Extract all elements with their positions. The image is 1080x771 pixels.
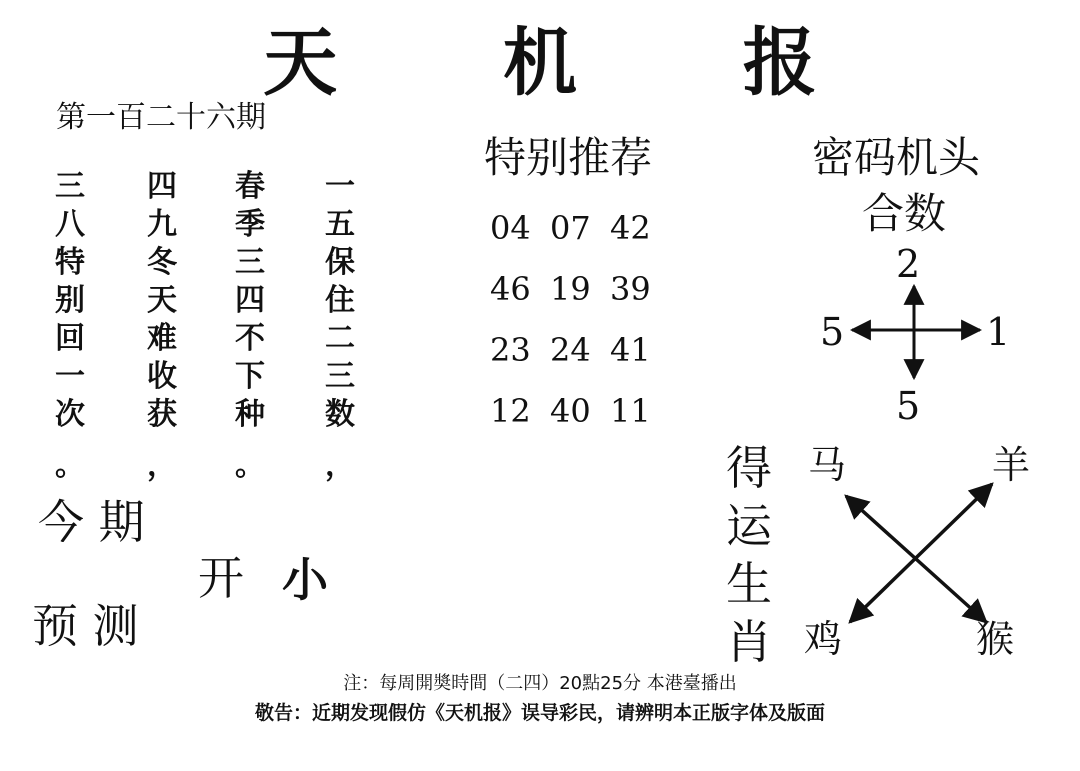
- poem-char: 数: [325, 397, 355, 432]
- poem-char: 季: [235, 207, 265, 242]
- poem-char: 三: [235, 245, 265, 280]
- prediction-label-bottom: 预 测: [32, 599, 139, 653]
- poem-punct: ，: [147, 448, 177, 483]
- number-cell: 12: [490, 391, 531, 430]
- zodiac-top-right: 羊: [992, 443, 1031, 487]
- poem-punct: ，: [325, 448, 355, 483]
- zodiac-label-char: 得: [726, 441, 772, 495]
- issue-number: 第一百二十六期: [56, 100, 266, 135]
- poem-char: 别: [55, 283, 85, 318]
- number-cell: 07: [550, 208, 591, 247]
- poem-char: 次: [55, 397, 85, 432]
- code-right-digit: 1: [986, 310, 1011, 354]
- zodiac-bottom-right: 猴: [976, 617, 1015, 661]
- poem-char: 天: [147, 283, 177, 318]
- poem-char: 收: [147, 359, 177, 394]
- code-left-digit: 5: [820, 310, 845, 354]
- zodiac-label: [726, 440, 782, 672]
- poem-char: 一: [55, 359, 85, 394]
- prediction-open: 开: [198, 551, 244, 605]
- poem-char: 一: [325, 169, 355, 204]
- poem-char: 种: [235, 397, 265, 432]
- footer-note: 注：每周開奬時間（二四）20點25分 本港臺播出: [343, 673, 737, 694]
- zodiac-label-char: 肖: [726, 615, 772, 669]
- poem-char: 难: [147, 321, 177, 356]
- prediction-label-top: 今 期: [38, 495, 145, 549]
- number-cell: 41: [610, 330, 651, 369]
- poem-char: 二: [325, 321, 355, 356]
- poem-char: 住: [325, 283, 355, 318]
- poem-punct: 。: [235, 448, 265, 483]
- poem-char: 下: [235, 359, 265, 394]
- poem-char: 四: [235, 283, 265, 318]
- number-cell: 04: [490, 208, 531, 247]
- zodiac-label-char: 生: [726, 557, 772, 611]
- code-bottom-digit: 5: [896, 384, 921, 428]
- poem-punct: 。: [55, 448, 85, 483]
- page-title: 天 机 报: [263, 20, 887, 106]
- code-top-digit: 2: [896, 242, 921, 286]
- poem-char: 八: [55, 207, 85, 242]
- zodiac-top-left: 马: [808, 443, 847, 487]
- number-cell: 23: [490, 330, 531, 369]
- poem-char: 九: [147, 207, 177, 242]
- prediction-value: 小: [282, 553, 328, 607]
- poem-char: 四: [147, 169, 177, 204]
- footer-warning: 敬告：近期发现假仿《天机报》误导彩民，请辨明本正版字体及版面: [254, 702, 825, 724]
- number-cell: 42: [610, 208, 651, 247]
- code-title: 密码机头: [812, 133, 981, 182]
- zodiac-label-char: 运: [726, 499, 772, 553]
- poem-char: 冬: [147, 245, 177, 280]
- poem-char: 不: [235, 321, 265, 356]
- number-cell: 24: [550, 330, 591, 369]
- poem-char: 三: [325, 359, 355, 394]
- code-subtitle: 合数: [862, 189, 947, 238]
- number-cell: 39: [610, 269, 651, 308]
- poem-char: 获: [147, 397, 177, 432]
- number-cell: 19: [550, 269, 591, 308]
- poem-char: 五: [325, 207, 355, 242]
- zodiac-bottom-left: 鸡: [804, 617, 843, 661]
- special-title: 特别推荐: [484, 133, 653, 182]
- number-cell: 46: [490, 269, 531, 308]
- poem-char: 保: [325, 245, 355, 280]
- number-cell: 11: [610, 391, 651, 430]
- number-cell: 40: [550, 391, 591, 430]
- poem-char: 特: [55, 245, 85, 280]
- poem-char: 回: [55, 321, 85, 356]
- cross-arrow-diagonal-up-icon: [850, 484, 992, 622]
- poem-char: 三: [55, 169, 85, 204]
- poem-char: 春: [235, 169, 265, 204]
